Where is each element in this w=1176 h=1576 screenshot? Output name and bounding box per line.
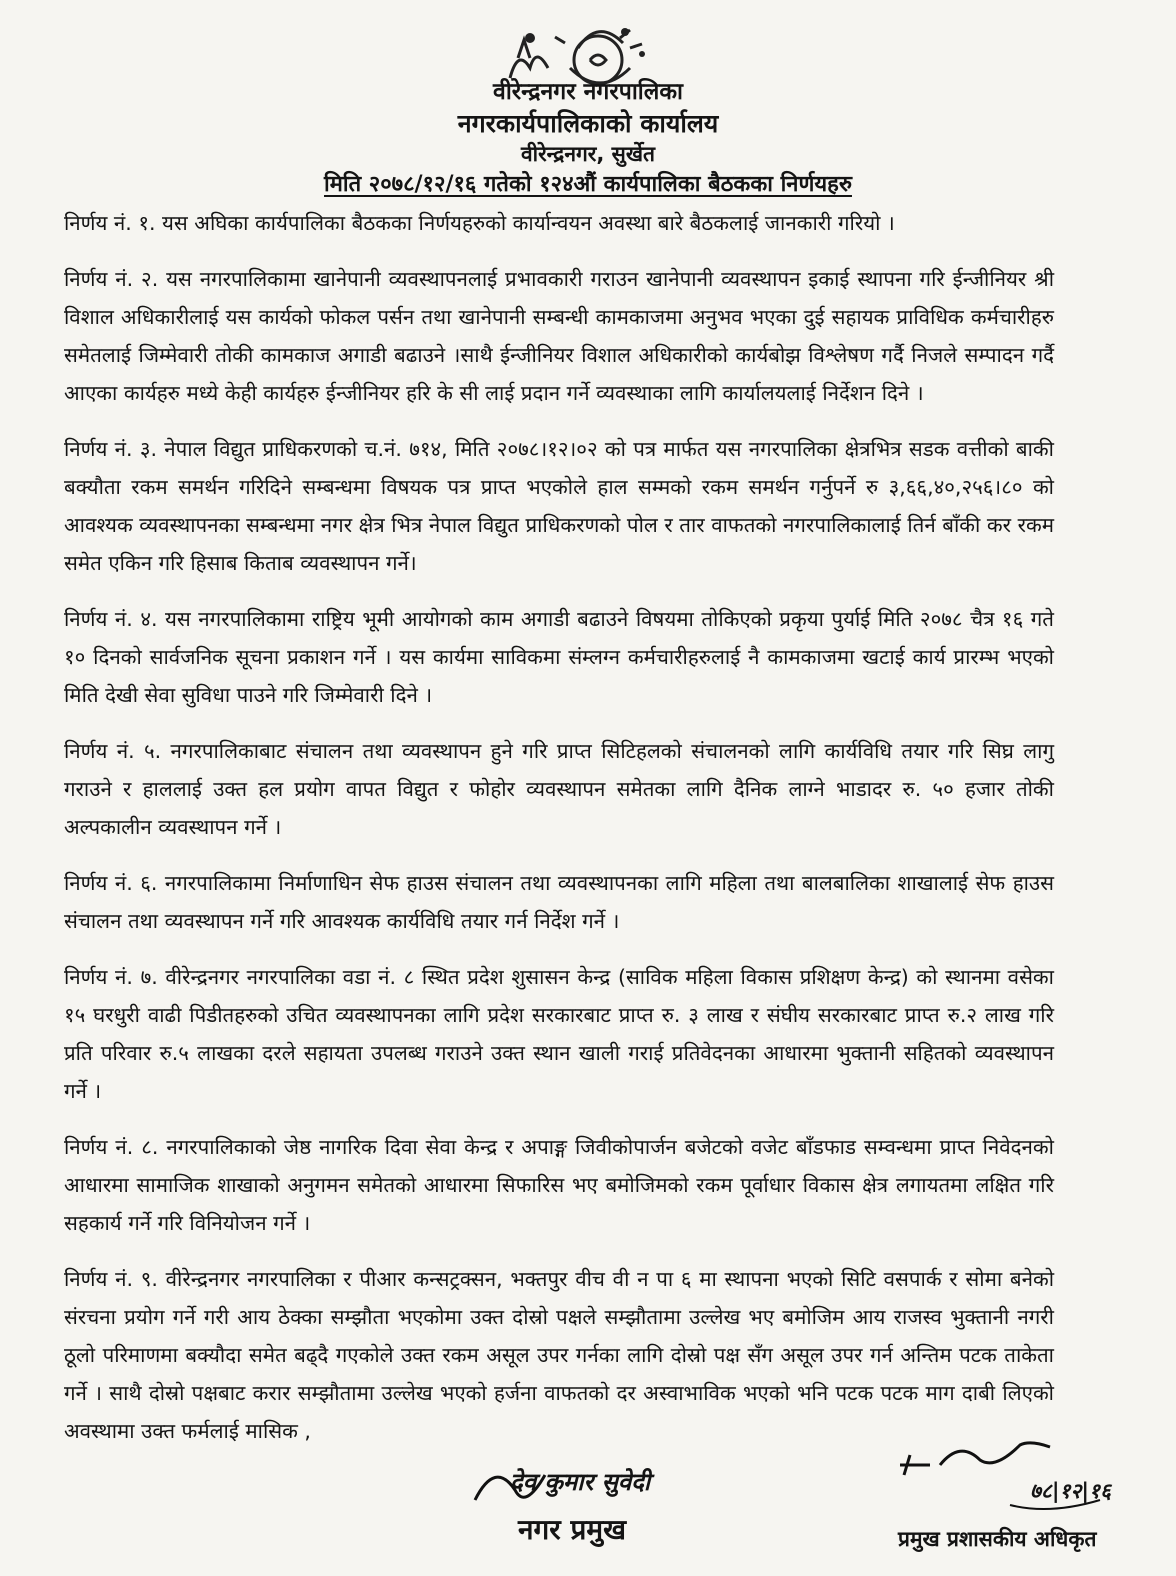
municipality-name: वीरेन्द्रनगर नगरपालिका [493, 79, 683, 105]
decisions-list [64, 200, 1054, 1450]
cao-signature-icon [880, 1425, 1150, 1525]
mayor-name: देव कुमार सुवेदी [510, 1468, 651, 1496]
decision-2: निर्णय नं. २. यस नगरपालिकामा खानेपानी व्यवस्थापनलाई प्रभावकारी गराउन खानेपानी व्यवस्थापन इकाई स्थापना गरि ईन्जीनियर श्री विशाल अधिकारीलाई यस कार्यको फोकल पर्सन तथा खानेपानी सम्बन्धी कामकाजमा अनुभव भएका दुई सहायक प्राविधिक कर्मचारीहरु समेतलाई जिम्मेवारी तोकी कामकाज अगाडी बढाउने ।साथै ईन्जीनियर विशाल अधिकारीको कार्यबोझ विश्लेषण गर्दै निजले सम्पादन गर्दै आएका कार्यहरु मध्ये केही कार्यहरु ईन्जीनियर हरि के सी लाई प्रदान गर्ने व्यवस्थाका लागि कार्यालयलाई निर्देशन दिने । [64, 267, 1054, 405]
decision-4: निर्णय नं. ४. यस नगरपालिकामा राष्ट्रिय भूमी आयोगको काम अगाडी बढाउने विषयमा तोकिएको प्रकृया पुर्याई मिति २०७८ चैत्र १६ गते १० दिनको सार्वजनिक सूचना प्रकाशन गर्ने । यस कार्यमा साविकमा संम्लग्न कर्मचारीहरुलाई नै कामकाजमा खटाई कार्य प्रारम्भ भएको मिति देखी सेवा सुविधा पाउने गरि जिम्मेवारी दिने । [64, 607, 1054, 707]
decision-9: निर्णय नं. ९. वीरेन्द्रनगर नगरपालिका र पीआर कन्सट्रक्सन, भक्तपुर वीच वी न पा ६ मा स्थापना भएको सिटि वसपार्क र सोमा बनेको संरचना प्रयोग गर्ने गरी आय ठेक्का सम्झौता भएकोमा उक्त दोस्रो पक्षले सम्झौतामा उल्लेख भए बमोजिम आय राजस्व भुक्तानी नगरी ठूलो परिमाणमा बक्यौदा समेत बढ्दै गएकोले उक्त रकम असूल उपर गर्नका लागि दोस्रो पक्ष सँग असूल उपर गर्न अन्तिम पटक ताकेता गर्ने । साथै दोस्रो पक्षबाट करार सम्झौतामा उल्लेख भएको हर्जना वाफतको दर अस्वाभाविक भएको भनि पटक पटक माग दाबी लिएको अवस्थामा उक्त फर्मलाई मासिक , [64, 1267, 1054, 1443]
decision-7: निर्णय नं. ७. वीरेन्द्रनगर नगरपालिका वडा नं. ८ स्थित प्रदेश शुसासन केन्द्र (साविक महिला विकास प्रशिक्षण केन्द्र) को स्थानमा वसेका १५ घरधुरी वाढी पिडीतहरुको उचित व्यवस्थापनका लागि प्रदेश सरकारबाट प्राप्त रु. ३ लाख र संघीय सरकारबाट प्राप्त रु.२ लाख गरि प्रति परिवार रु.५ लाखका दरले सहायता उपलब्ध गराउने उक्त स्थान खाली गराई प्रतिवेदनका आधारमा भुक्तानी सहितको व्यवस्थापन गर्ने । [64, 965, 1054, 1103]
decision-8: निर्णय नं. ८. नगरपालिकाको जेष्ठ नागरिक दिवा सेवा केन्द्र र अपाङ्ग जिवीकोपार्जन बजेटको वजेट बाँडफाड सम्वन्धमा प्राप्त निवेदनको आधारमा सामाजिक शाखाको अनुगमन समेतको आधारमा सिफारिस भए बमोजिमको रकम पूर्वाधार विकास क्षेत्र लगायतमा लक्षित गरि सहकार्य गर्ने गरि विनियोजन गर्ने । [64, 1135, 1054, 1235]
mayor-title: नगर प्रमुख [518, 1513, 627, 1546]
office-address: वीरेन्द्रनगर, सुर्खेत [520, 142, 656, 166]
cao-signature-block [880, 1425, 1150, 1565]
cao-signature-date: ७८|१२|१६ [1030, 1479, 1111, 1503]
decision-3: निर्णय नं. ३. नेपाल विद्युत प्राधिकरणको च.नं. ७१४, मिति २०७८।१२।०२ को पत्र मार्फत यस नगरपालिका क्षेत्रभित्र सडक वत्तीको बाकी बक्यौता रकम समर्थन गरिदिने सम्बन्धमा विषयक पत्र प्राप्त भएकोले हाल सम्मको रकम समर्थन गर्नुपर्ने रु ३,६६,४०,२५६।८० को आवश्यक व्यवस्थापनका सम्बन्धमा नगर क्षेत्र भित्र नेपाल विद्युत प्राधिकरणको पोल र तार वाफतको नगरपालिकालाई तिर्न बाँकी कर रकम समेत एकिन गरि हिसाब किताब व्यवस्थापन गर्ने। [64, 437, 1054, 575]
document-title-text: मिति २०७८/१२/१६ गतेको १२४औं कार्यपालिका बैठकका निर्णयहरु [324, 172, 852, 197]
cao-title: प्रमुख प्रशासकीय अधिकृत [898, 1527, 1097, 1551]
decision-5: निर्णय नं. ५. नगरपालिकाबाट संचालन तथा व्यवस्थापन हुने गरि प्राप्त सिटिहलको संचालनको लागि कार्यविधि तयार गरि सिघ्र लागु गराउने र हाललाई उक्त हल प्रयोग वापत विद्युत र फोहोर व्यवस्थापन समेतका लागि दैनिक लाग्ने भाडादर रु. ५० हजार तोकी अल्पकालीन व्यवस्थापन गर्ने । [64, 739, 1054, 839]
decision-1: निर्णय नं. १. यस अघिका कार्यपालिका बैठकका निर्णयहरुको कार्यान्वयन अवस्था बारे बैठकलाई जानकारी गरियो । [64, 211, 895, 235]
document-title [0, 168, 1176, 198]
decision-6: निर्णय नं. ६. नगरपालिकामा निर्माणाधिन सेफ हाउस संचालन तथा व्यवस्थापनका लागि महिला तथा बालबालिका शाखालाई सेफ हाउस संचालन तथा व्यवस्थापन गर्ने गरि आवश्यक कार्यविधि तयार गर्न निर्देश गर्ने । [64, 871, 1054, 933]
mayor-signature-block [470, 1455, 710, 1565]
office-name: नगरकार्यपालिकाको कार्यालय [457, 109, 719, 138]
